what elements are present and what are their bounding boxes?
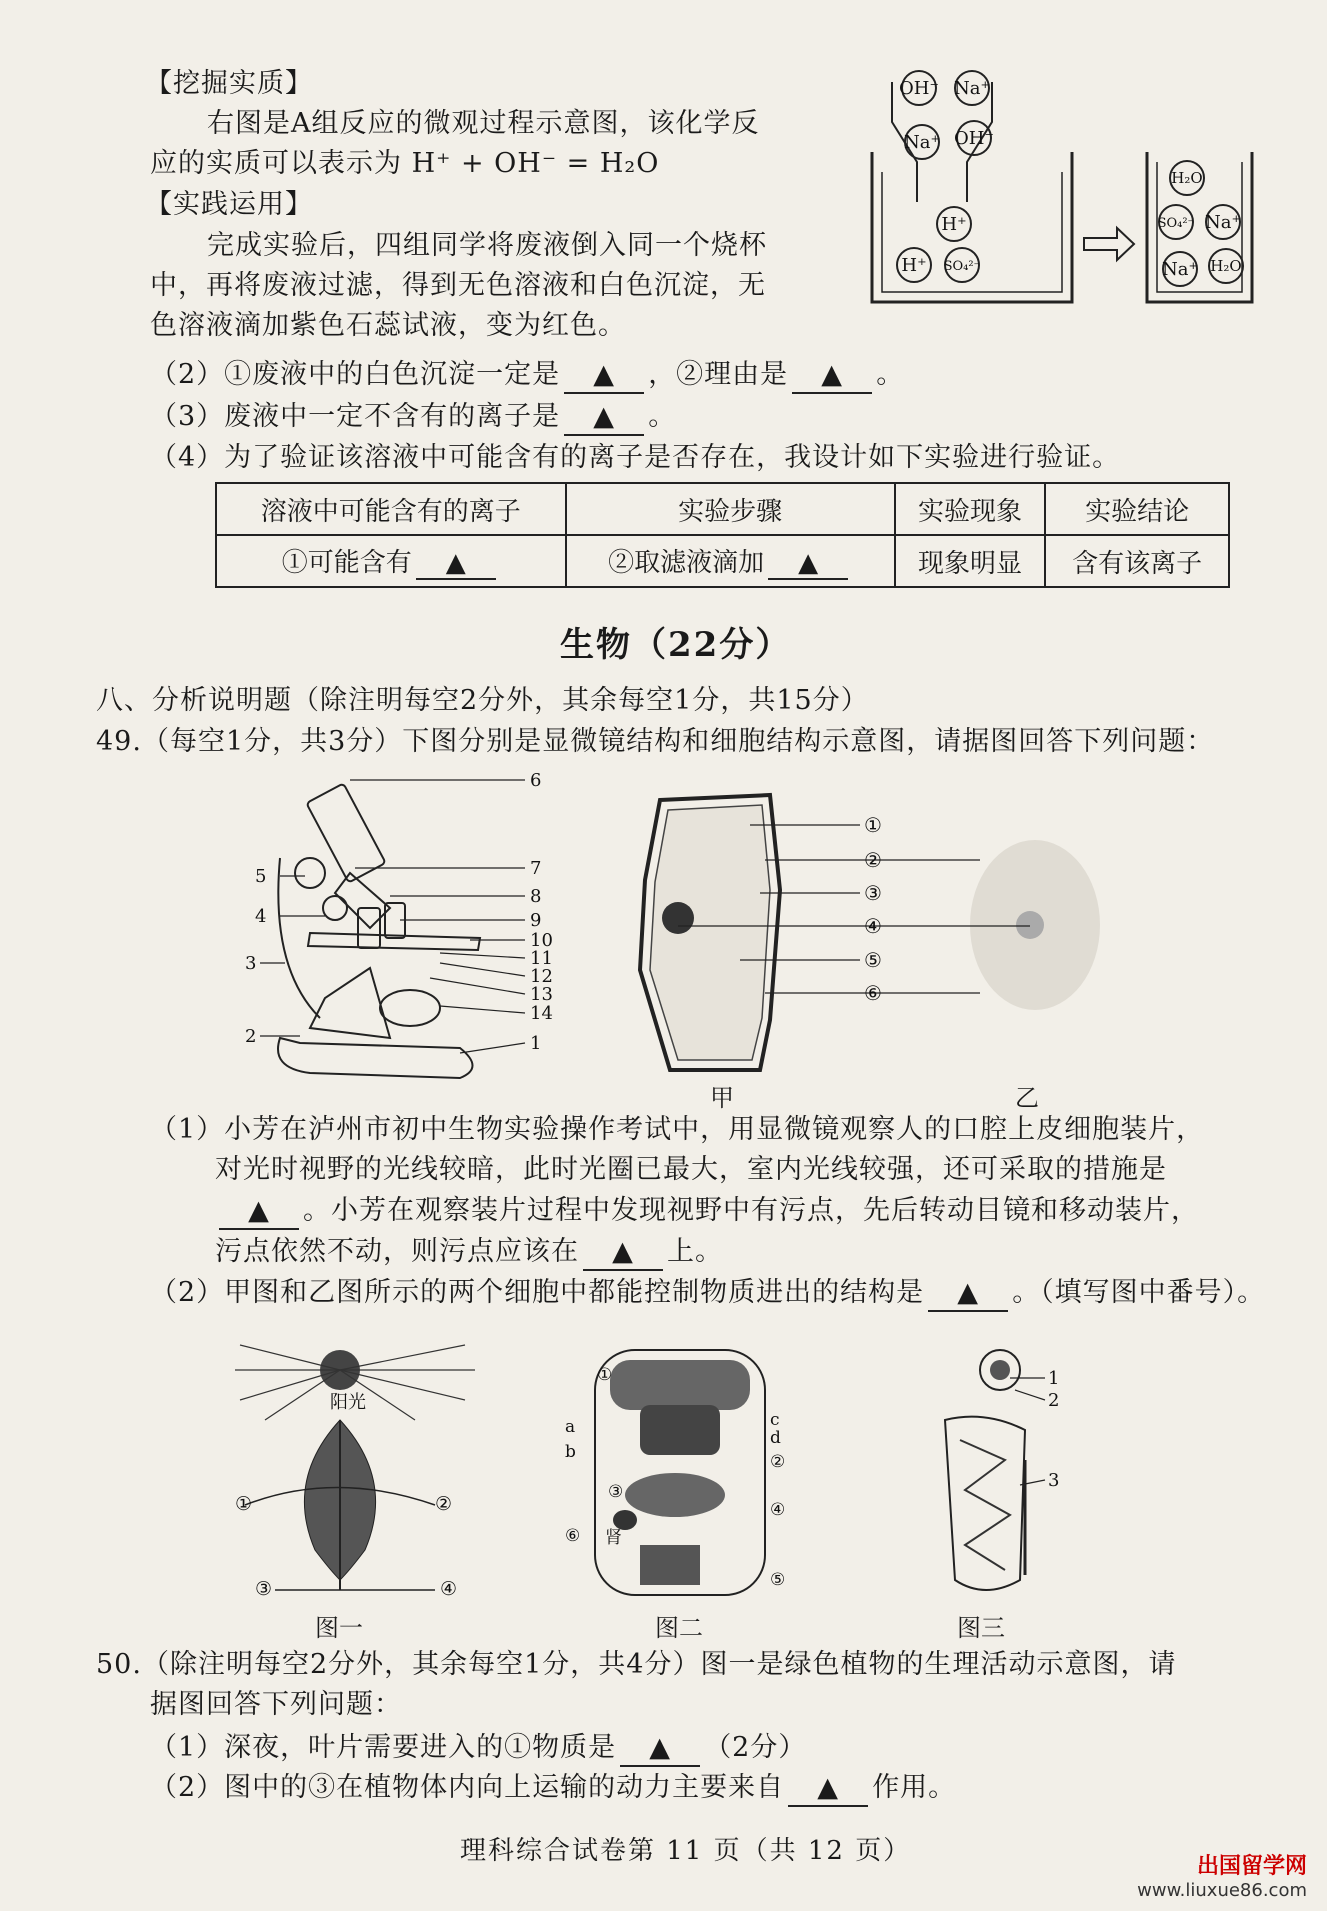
svg-text:11: 11 [530, 948, 553, 969]
svg-text:H₂O: H₂O [1171, 169, 1203, 187]
svg-text:2: 2 [245, 1026, 257, 1047]
heading-practice: 【实践运用】 [145, 189, 313, 220]
svg-text:Na⁺: Na⁺ [904, 132, 940, 153]
text-line: 完成实验后，四组同学将废液倒入同一个烧杯 [207, 230, 767, 261]
svg-text:12: 12 [530, 966, 553, 987]
text-line: 右图是A组反应的微观过程示意图，该化学反 [207, 108, 760, 139]
reaction-diagram [862, 62, 1262, 312]
svg-text:③: ③ [864, 881, 882, 905]
svg-text:③: ③ [255, 1578, 273, 1600]
watermark: 出国留学网 www.liuxue86.com [1137, 1854, 1307, 1901]
svg-text:⑥: ⑥ [565, 1526, 581, 1546]
svg-text:②: ② [770, 1452, 786, 1472]
svg-text:①: ① [235, 1493, 253, 1515]
ion-so4 [944, 248, 981, 282]
question-50-1: （1）深夜，叶片需要进入的①物质是 ▲ （2分） [150, 1731, 806, 1767]
svg-text:b: b [565, 1442, 576, 1462]
svg-text:OH⁻: OH⁻ [899, 78, 939, 99]
question-2: （2）①废液中的白色沉淀一定是 ▲ ，②理由是 ▲ 。 [150, 358, 904, 394]
svg-text:④: ④ [864, 914, 882, 938]
svg-text:①: ① [597, 1365, 613, 1385]
answer-blank[interactable]: ▲ [583, 1235, 663, 1271]
section-title: 生物（22分） [560, 625, 792, 665]
question-3: （3）废液中一定不含有的离子是 ▲ 。 [150, 400, 676, 436]
svg-text:7: 7 [530, 858, 542, 879]
ion-h2o [1209, 249, 1243, 283]
text-line: 应的实质可以表示为 H⁺ + OH⁻ = H₂O [150, 148, 660, 179]
svg-text:4: 4 [255, 906, 267, 927]
question-50: 50.（除注明每空2分外，其余每空1分，共4分）图一是绿色植物的生理活动示意图，请 [96, 1649, 1177, 1680]
ion-h [897, 248, 931, 282]
svg-text:②: ② [435, 1493, 453, 1515]
page-footer: 理科综合试卷第 11 页（共 12 页） [460, 1836, 912, 1866]
svg-text:H₂O: H₂O [1210, 257, 1242, 275]
svg-text:3: 3 [245, 953, 257, 974]
svg-text:8: 8 [530, 886, 542, 907]
caption-fig2: 图二 [655, 1614, 703, 1642]
svg-text:Na⁺: Na⁺ [1162, 259, 1198, 280]
svg-text:3: 3 [1048, 1470, 1060, 1491]
table-header: 溶液中可能含有的离子 [216, 483, 566, 535]
answer-blank[interactable]: ▲ [219, 1194, 299, 1230]
question-50-2: （2）图中的③在植物体内向上运输的动力主要来自 ▲ 作用。 [150, 1771, 956, 1807]
question-49-2: （2）甲图和乙图所示的两个细胞中都能控制物质进出的结构是 ▲ 。（填写图中番号）。 [150, 1276, 1265, 1312]
svg-text:2: 2 [1048, 1390, 1060, 1411]
ion-na [1162, 252, 1198, 286]
svg-text:③: ③ [608, 1482, 624, 1502]
svg-text:10: 10 [530, 930, 553, 951]
question-49: 49.（每空1分，共3分）下图分别是显微镜结构和细胞结构示意图，请据图回答下列问题： [96, 726, 1215, 757]
ion-na [954, 71, 990, 105]
table-cell: ①可能含有 ▲ [216, 535, 566, 587]
svg-text:6: 6 [530, 770, 542, 791]
experiment-table [215, 482, 1230, 588]
table-cell: 含有该离子 [1045, 535, 1229, 587]
text-line: 污点依然不动，则污点应该在 ▲ 上。 [215, 1235, 723, 1271]
svg-text:⑤: ⑤ [864, 948, 882, 972]
leaf-diagram [235, 1340, 480, 1605]
answer-blank[interactable]: ▲ [564, 358, 644, 394]
svg-text:SO₄²⁻: SO₄²⁻ [1157, 216, 1195, 231]
svg-text:13: 13 [530, 984, 553, 1005]
svg-text:阳光: 阳光 [330, 1392, 366, 1413]
caption-fig3: 图三 [957, 1614, 1005, 1642]
caption-fig1: 图一 [315, 1614, 363, 1642]
nephron-diagram [905, 1340, 1075, 1605]
svg-text:5: 5 [255, 866, 267, 887]
answer-blank[interactable]: ▲ [768, 548, 848, 580]
svg-text:d: d [770, 1428, 781, 1448]
cell-diagram [620, 790, 1100, 1090]
answer-blank[interactable]: ▲ [792, 358, 872, 394]
svg-text:OH⁻: OH⁻ [954, 128, 994, 149]
caption-yi: 乙 [1015, 1084, 1039, 1112]
table-cell: ②取滤液滴加 ▲ [566, 535, 895, 587]
ion-so4 [1158, 205, 1195, 239]
svg-text:①: ① [864, 813, 882, 837]
svg-text:②: ② [864, 848, 882, 872]
text-line: 据图回答下列问题： [150, 1689, 402, 1720]
svg-text:c: c [770, 1410, 780, 1430]
ion-na [1205, 205, 1241, 239]
svg-text:Na⁺: Na⁺ [1205, 212, 1241, 233]
svg-text:14: 14 [530, 1003, 553, 1024]
ion-oh [899, 71, 939, 105]
heading-essence: 【挖掘实质】 [145, 68, 313, 99]
circulation-diagram [565, 1345, 795, 1605]
svg-text:④: ④ [440, 1578, 458, 1600]
text-line: 对光时视野的光线较暗，此时光圈已最大，室内光线较强，还可采取的措施是 [215, 1154, 1167, 1185]
question-49-1: （1）小芳在泸州市初中生物实验操作考试中，用显微镜观察人的口腔上皮细胞装片， [150, 1114, 1205, 1145]
svg-text:a: a [565, 1417, 576, 1437]
answer-blank[interactable]: ▲ [788, 1771, 868, 1807]
svg-text:⑥: ⑥ [864, 981, 882, 1005]
ion-na [904, 125, 940, 159]
table-header: 实验步骤 [566, 483, 895, 535]
answer-blank[interactable]: ▲ [416, 548, 496, 580]
table-header: 实验结论 [1045, 483, 1229, 535]
table-header-row [216, 483, 1229, 535]
ion-h2o [1170, 161, 1204, 195]
answer-blank[interactable]: ▲ [620, 1731, 700, 1767]
svg-text:H⁺: H⁺ [941, 214, 967, 235]
answer-blank[interactable]: ▲ [564, 400, 644, 436]
svg-text:H⁺: H⁺ [901, 255, 927, 276]
svg-text:1: 1 [1048, 1368, 1060, 1389]
text-line: 中，再将废液过滤，得到无色溶液和白色沉淀，无 [150, 270, 766, 301]
caption-jia: 甲 [710, 1084, 734, 1112]
svg-text:④: ④ [770, 1500, 786, 1520]
question-4: （4）为了验证该溶液中可能含有的离子是否存在，我设计如下实验进行验证。 [150, 442, 1121, 473]
microscope-diagram [240, 768, 570, 1098]
svg-text:1: 1 [530, 1033, 542, 1054]
table-cell: 现象明显 [895, 535, 1046, 587]
section-heading: 八、分析说明题（除注明每空2分外，其余每空1分，共15分） [96, 685, 869, 716]
table-row [216, 535, 1229, 587]
ion-h [937, 207, 971, 241]
svg-text:9: 9 [530, 910, 542, 931]
answer-blank[interactable]: ▲ [928, 1276, 1008, 1312]
svg-text:Na⁺: Na⁺ [954, 78, 990, 99]
svg-text:肾: 肾 [605, 1528, 622, 1548]
svg-text:⑤: ⑤ [770, 1570, 786, 1590]
svg-text:SO₄²⁻: SO₄²⁻ [943, 259, 981, 274]
table-header: 实验现象 [895, 483, 1046, 535]
text-line: 色溶液滴加紫色石蕊试液，变为红色。 [150, 310, 626, 341]
text-line: ▲ 。小芳在观察装片过程中发现视野中有污点，先后转动目镜和移动装片， [215, 1194, 1199, 1230]
arrow-right-icon [1084, 228, 1134, 260]
